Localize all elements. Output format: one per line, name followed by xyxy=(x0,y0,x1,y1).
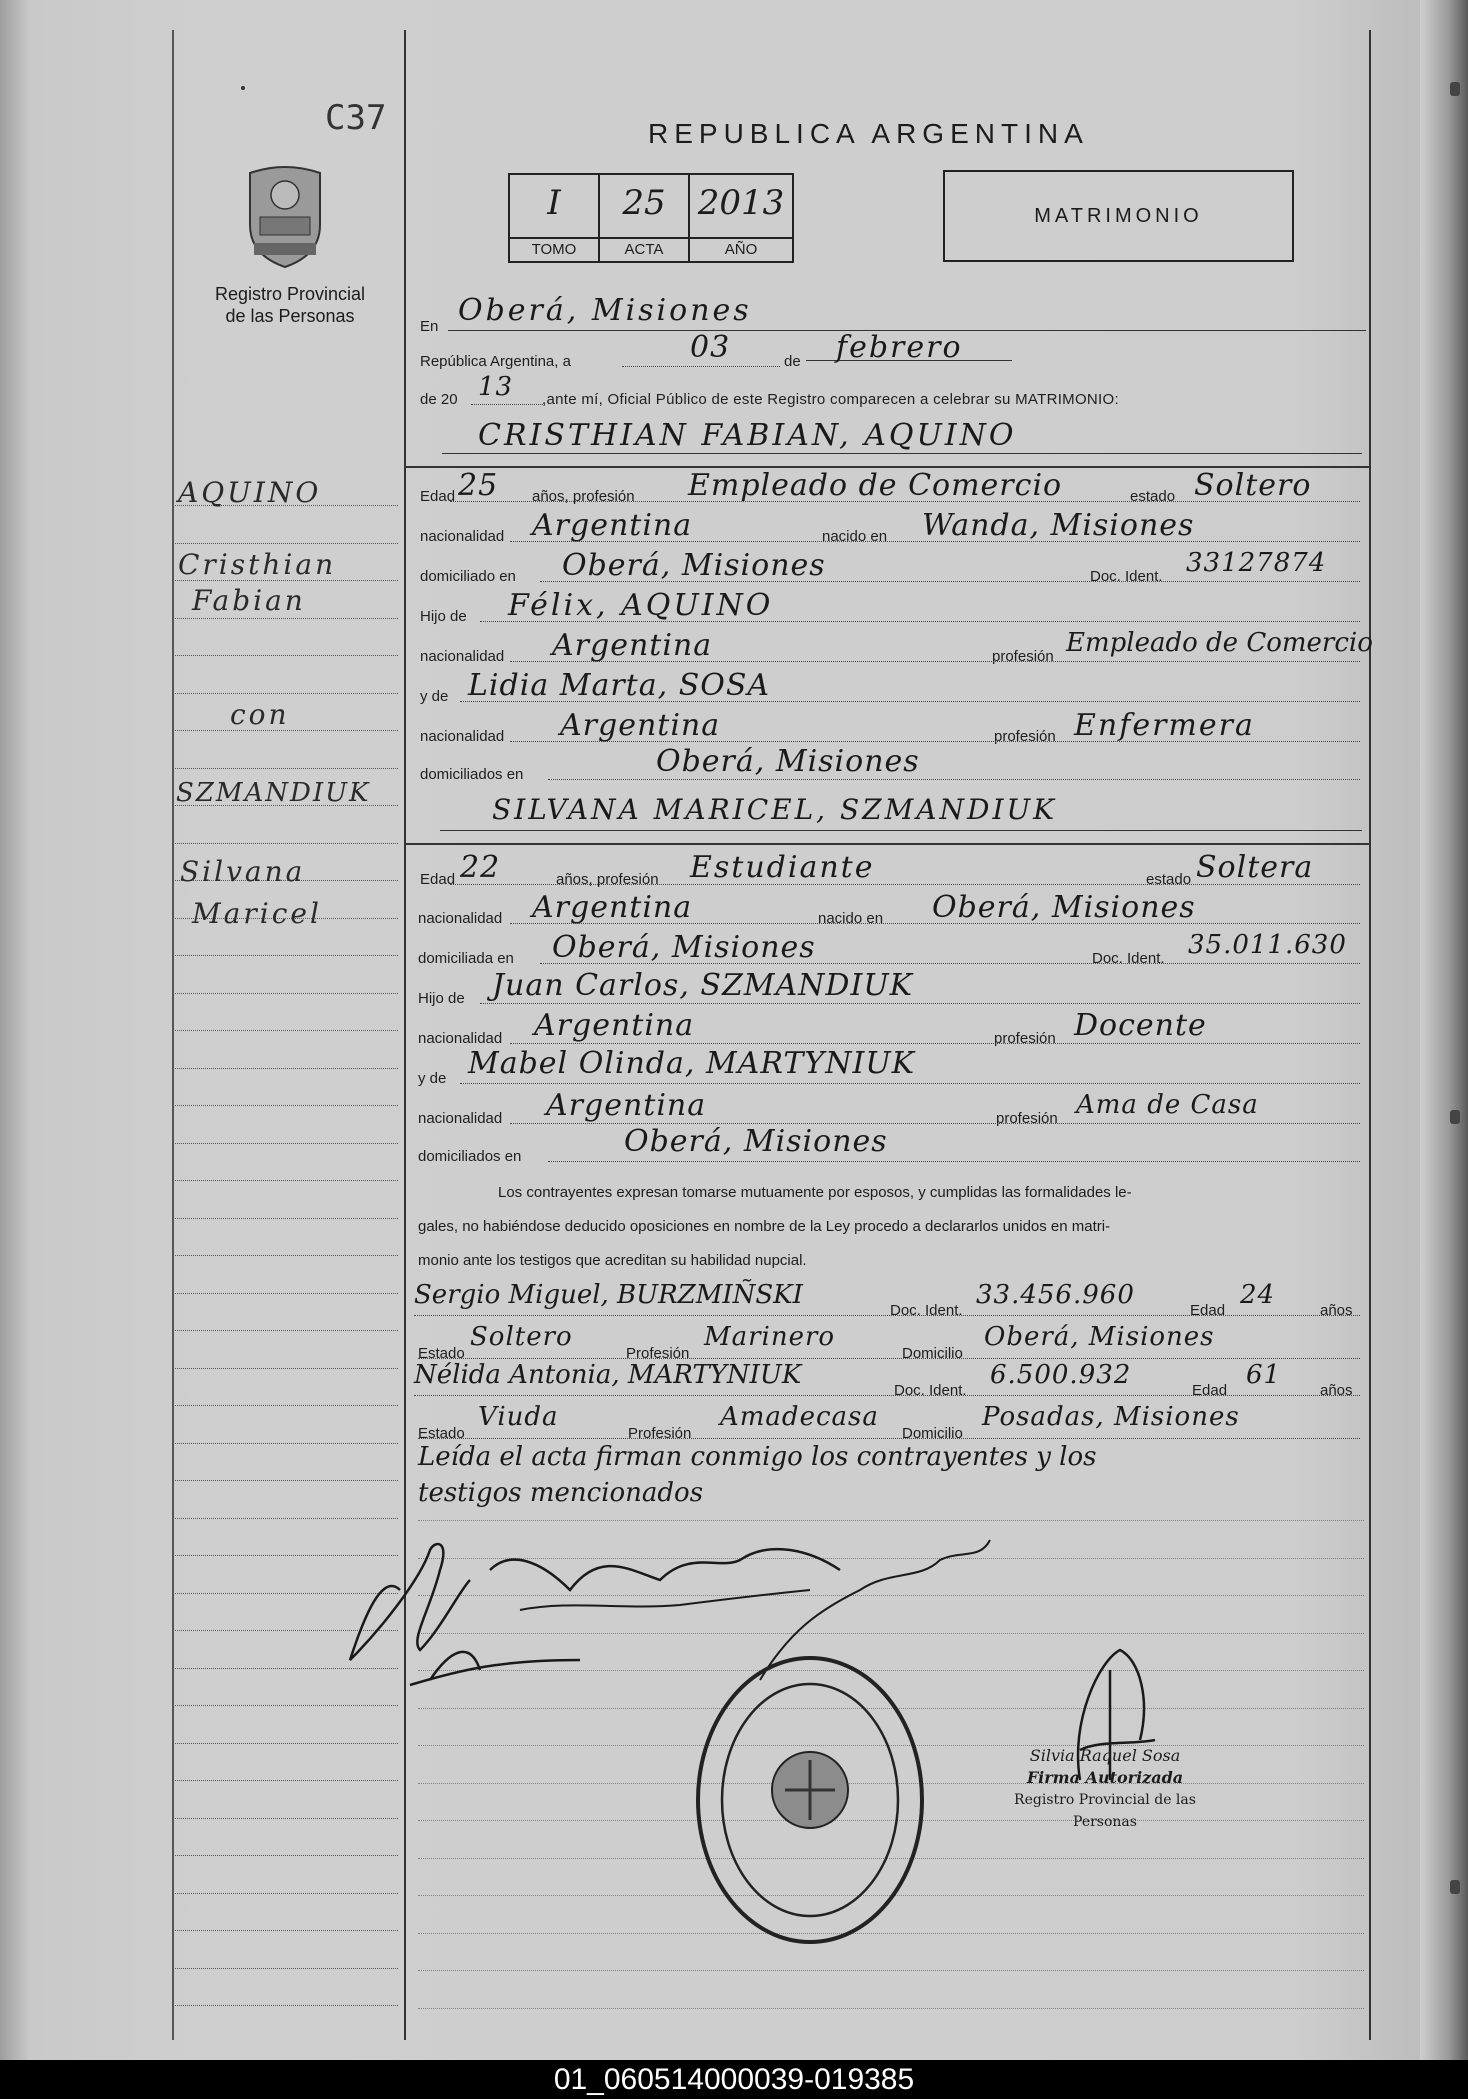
bride-full-line xyxy=(440,830,1362,831)
ruling-line xyxy=(172,1293,398,1294)
witness-2-profession: Amadecasa xyxy=(720,1402,879,1432)
ruling-line xyxy=(172,993,398,994)
ruling-line xyxy=(172,1330,398,1331)
page-binding-edge xyxy=(1420,0,1468,2060)
witness-1-status: Soltero xyxy=(470,1322,573,1352)
bride-born-in: Oberá, Misiones xyxy=(932,890,1196,925)
margin-bride-given1: Silvana xyxy=(180,855,306,888)
acta-value: 25 xyxy=(622,183,666,223)
tomo-label: TOMO xyxy=(510,237,598,261)
declaration-line1: Los contrayentes expresan tomarse mutuamente por esposos, y cumplidas las formalidades le- xyxy=(498,1184,1132,1201)
margin-groom-surname: AQUINO xyxy=(178,476,322,509)
ruling-line xyxy=(418,1970,1364,1971)
ruling-line xyxy=(172,1255,398,1256)
witness-1-profession: Marinero xyxy=(704,1322,836,1352)
month-de-label: de xyxy=(784,353,801,370)
witness-1-domicile: Oberá, Misiones xyxy=(984,1322,1215,1352)
witness-2-domicilio-label: Domicilio xyxy=(902,1425,963,1442)
binding-hole xyxy=(1450,82,1460,96)
bride-row3-line xyxy=(540,963,1360,964)
witness-2-doc: 6.500.932 xyxy=(990,1360,1132,1390)
registry-label-line2: de las Personas xyxy=(225,306,355,326)
groom-row1-line xyxy=(450,501,1360,502)
signer-office: Registro Provincial de las Personas xyxy=(1014,1792,1196,1830)
bride-estado-label: estado xyxy=(1146,871,1192,888)
ruling-line xyxy=(172,618,398,619)
signer-name: Silvia Raquel Sosa xyxy=(1029,1746,1181,1765)
witness-1-estado-label: Estado xyxy=(418,1345,465,1362)
witness-2-age: 61 xyxy=(1246,1360,1282,1390)
bride-father-profession: Docente xyxy=(1074,1008,1207,1043)
witness-1-doc: 33.456.960 xyxy=(976,1280,1135,1310)
bride-doc-label: Doc. Ident. xyxy=(1092,950,1165,967)
groom-row8-line xyxy=(548,779,1360,780)
declaration-line2: gales, no habiéndose deducido oposiciones en nombre de la Ley procedo a declararlos unidos en matri- xyxy=(418,1218,1111,1235)
record-type-box: MATRIMONIO xyxy=(943,170,1294,262)
groom-domicile: Oberá, Misiones xyxy=(562,548,826,583)
witness-2-estado-label: Estado xyxy=(418,1425,465,1442)
statement-text: ,ante mí, Oficial Público de este Registro comparecen a celebrar su MATRIMONIO: xyxy=(542,391,1119,408)
witness-2-edad-label: Edad xyxy=(1192,1382,1228,1399)
witness-2-doc-label: Doc. Ident. xyxy=(894,1382,967,1399)
groom-row3-line xyxy=(540,581,1360,582)
bride-domiciliados-label: domiciliados en xyxy=(418,1148,522,1165)
bride-mother-nac-label: nacionalidad xyxy=(418,1110,503,1127)
anio-label: AÑO xyxy=(690,237,792,261)
margin-dot xyxy=(241,86,245,90)
ruling-line xyxy=(172,1143,398,1144)
groom-mother-profession: Enfermera xyxy=(1074,708,1255,743)
folio-number: C37 xyxy=(325,98,387,138)
witness-2-domicile: Posadas, Misiones xyxy=(982,1402,1240,1432)
margin-groom-given1: Cristhian xyxy=(178,548,337,581)
witness-1-row2-line xyxy=(418,1358,1360,1359)
ruling-line xyxy=(172,1780,398,1781)
witness-2-profesion-label: Profesión xyxy=(628,1425,692,1442)
ruling-line xyxy=(172,2005,398,2006)
groom-father-nationality: Argentina xyxy=(552,628,713,663)
acta-label: ACTA xyxy=(600,237,688,261)
signer-role: Firma Autorizada xyxy=(1026,1768,1184,1787)
separator-bride xyxy=(404,843,1369,845)
groom-mother-nac-label: nacionalidad xyxy=(420,728,505,745)
groom-full-line xyxy=(442,453,1362,454)
bride-row8-line xyxy=(548,1161,1360,1162)
bride-row4-line xyxy=(480,1003,1360,1004)
ruling-line xyxy=(172,543,398,544)
bride-mother-prof-label: profesión xyxy=(996,1110,1058,1127)
witness-1-domicilio-label: Domicilio xyxy=(902,1345,963,1362)
ruling-line xyxy=(172,1443,398,1444)
witness-2-row1-line xyxy=(414,1395,1360,1396)
groom-hijo-label: Hijo de xyxy=(420,608,467,625)
groom-domiciliado-label: domiciliado en xyxy=(420,568,516,585)
year-suffix-value: 13 xyxy=(478,372,514,402)
binding-hole xyxy=(1450,1880,1460,1894)
year-prefix-label: de 20 xyxy=(420,391,458,408)
groom-row2-line xyxy=(510,541,1360,542)
ruling-line xyxy=(172,1743,398,1744)
margin-bride-given2: Maricel xyxy=(192,897,322,930)
witness-1-name: Sergio Miguel, BURZMIÑSKI xyxy=(414,1280,803,1310)
groom-parents-domicile: Oberá, Misiones xyxy=(656,744,920,779)
republica-label: República Argentina, a xyxy=(420,353,571,370)
witness-1-row1-line xyxy=(414,1315,1360,1316)
ruling-line xyxy=(172,1930,398,1931)
bride-father-nationality: Argentina xyxy=(534,1008,695,1043)
en-label: En xyxy=(420,318,439,335)
bride-nacionalidad-label: nacionalidad xyxy=(418,910,503,927)
groom-mother-nationality: Argentina xyxy=(560,708,721,743)
groom-born-in: Wanda, Misiones xyxy=(922,508,1195,543)
bride-mother: Mabel Olinda, MARTYNIUK xyxy=(468,1046,916,1081)
bride-nacido-label: nacido en xyxy=(818,910,884,927)
witness-1-profesion-label: Profesión xyxy=(626,1345,690,1362)
witness-1-anos-label: años xyxy=(1320,1302,1353,1319)
bride-father-nac-label: nacionalidad xyxy=(418,1030,503,1047)
groom-father: Félix, AQUINO xyxy=(508,588,774,623)
bride-status: Soltera xyxy=(1196,850,1314,885)
witness-2-anos-label: años xyxy=(1320,1382,1353,1399)
bride-row2-line xyxy=(510,923,1360,924)
ruling-line xyxy=(172,1818,398,1819)
groom-father-profession: Empleado de Comercio xyxy=(1066,628,1373,658)
closing-line1: Leída el acta firman conmigo los contrayentes y los xyxy=(418,1442,1097,1472)
binding-hole xyxy=(1450,1110,1460,1124)
official-seal xyxy=(690,1650,930,1950)
column-divider-line xyxy=(404,30,406,2040)
record-number-box xyxy=(508,173,794,263)
bride-yde-label: y de xyxy=(418,1070,447,1087)
groom-row5-line xyxy=(510,661,1360,662)
bride-domiciliada-label: domiciliada en xyxy=(418,950,514,967)
ruling-line xyxy=(172,1068,398,1069)
groom-father-prof-label: profesión xyxy=(992,648,1054,665)
groom-row6-line xyxy=(460,701,1360,702)
witness-2-row2-line xyxy=(418,1438,1360,1439)
anio-cell xyxy=(690,175,792,261)
groom-edad-label: Edad xyxy=(420,488,456,505)
bride-row6-line xyxy=(460,1083,1360,1084)
margin-connector: con xyxy=(230,698,290,731)
anio-value: 2013 xyxy=(697,183,785,223)
groom-nacido-label: nacido en xyxy=(822,528,888,545)
margin-groom-given2: Fabian xyxy=(192,584,306,617)
ruling-line xyxy=(172,1893,398,1894)
bride-domicile: Oberá, Misiones xyxy=(552,930,816,965)
acta-cell xyxy=(600,175,690,261)
ruling-line xyxy=(172,1405,398,1406)
month-value: febrero xyxy=(836,330,963,365)
witness-1-age: 24 xyxy=(1240,1280,1276,1310)
ruling-line xyxy=(172,1968,398,1969)
ruling-line xyxy=(172,1480,398,1481)
ruling-line xyxy=(172,1105,398,1106)
tomo-value: I xyxy=(547,183,561,223)
groom-status: Soltero xyxy=(1194,468,1312,503)
witness-2-status: Viuda xyxy=(478,1402,559,1432)
closing-line2: testigos mencionados xyxy=(418,1478,704,1508)
bride-row1-line xyxy=(450,884,1360,885)
registry-label-line1: Registro Provincial xyxy=(214,284,366,304)
groom-doc-label: Doc. Ident. xyxy=(1090,568,1163,585)
groom-father-nac-label: nacionalidad xyxy=(420,648,505,665)
bride-mother-nationality: Argentina xyxy=(546,1088,707,1123)
bride-mother-profession: Ama de Casa xyxy=(1076,1090,1259,1120)
groom-profession: Empleado de Comercio xyxy=(688,468,1063,503)
groom-full-name: CRISTHIAN FABIAN, AQUINO xyxy=(478,418,1017,453)
groom-yde-label: y de xyxy=(420,688,449,705)
day-line xyxy=(622,366,780,367)
bride-profession: Estudiante xyxy=(690,850,875,885)
bride-father: Juan Carlos, SZMANDIUK xyxy=(492,968,914,1003)
groom-nationality: Argentina xyxy=(532,508,693,543)
margin-bride-surname: SZMANDIUK xyxy=(176,778,371,808)
authorized-signer xyxy=(985,1745,1225,1833)
ruling-line xyxy=(418,2008,1364,2009)
groom-mother: Lidia Marta, SOSA xyxy=(468,668,771,703)
left-border-line xyxy=(172,30,174,2040)
bride-hijo-label: Hijo de xyxy=(418,990,465,1007)
page-title: REPUBLICA ARGENTINA xyxy=(648,118,1089,149)
bride-full-name: SILVANA MARICEL, SZMANDIUK xyxy=(492,793,1058,826)
declaration-line3: monio ante los testigos que acreditan su habilidad nupcial. xyxy=(418,1252,807,1269)
ruling-line xyxy=(172,1030,398,1031)
bride-edad-label: Edad xyxy=(420,871,456,888)
tomo-cell xyxy=(510,175,600,261)
groom-profesion-label: años, profesión xyxy=(532,488,635,505)
groom-estado-label: estado xyxy=(1130,488,1176,505)
bride-nationality: Argentina xyxy=(532,890,693,925)
bride-row5-line xyxy=(510,1043,1360,1044)
registry-label xyxy=(190,283,390,327)
groom-nacionalidad-label: nacionalidad xyxy=(420,528,505,545)
witness-2-name: Nélida Antonia, MARTYNIUK xyxy=(414,1360,802,1390)
groom-age: 25 xyxy=(458,468,499,503)
witness-1-doc-label: Doc. Ident. xyxy=(890,1302,963,1319)
ruling-line xyxy=(172,693,398,694)
right-border-line xyxy=(1369,30,1371,2040)
ruling-line xyxy=(172,1218,398,1219)
groom-doc: 33127874 xyxy=(1186,548,1327,578)
ruling-line xyxy=(172,843,398,844)
ruling-line xyxy=(172,768,398,769)
place-value: Oberá, Misiones xyxy=(458,293,752,328)
witness-1-edad-label: Edad xyxy=(1190,1302,1226,1319)
image-id-footer: 01_060514000039-019385 xyxy=(0,2060,1468,2099)
groom-row4-line xyxy=(480,621,1360,622)
day-value: 03 xyxy=(690,330,731,365)
year-line xyxy=(471,404,543,405)
bride-profesion-label: años, profesión xyxy=(556,871,659,888)
bride-father-prof-label: profesión xyxy=(994,1030,1056,1047)
groom-row7-line xyxy=(510,741,1360,742)
ruling-line xyxy=(172,1855,398,1856)
ruling-line xyxy=(172,955,398,956)
provincial-emblem-icon xyxy=(240,165,330,270)
bride-age: 22 xyxy=(460,850,501,885)
ruling-line xyxy=(172,1180,398,1181)
ruling-line xyxy=(172,655,398,656)
groom-domiciliados-label: domiciliados en xyxy=(420,766,524,783)
bride-doc: 35.011.630 xyxy=(1188,930,1347,960)
ruling-line xyxy=(172,1368,398,1369)
groom-mother-prof-label: profesión xyxy=(994,728,1056,745)
bride-parents-domicile: Oberá, Misiones xyxy=(624,1124,888,1159)
